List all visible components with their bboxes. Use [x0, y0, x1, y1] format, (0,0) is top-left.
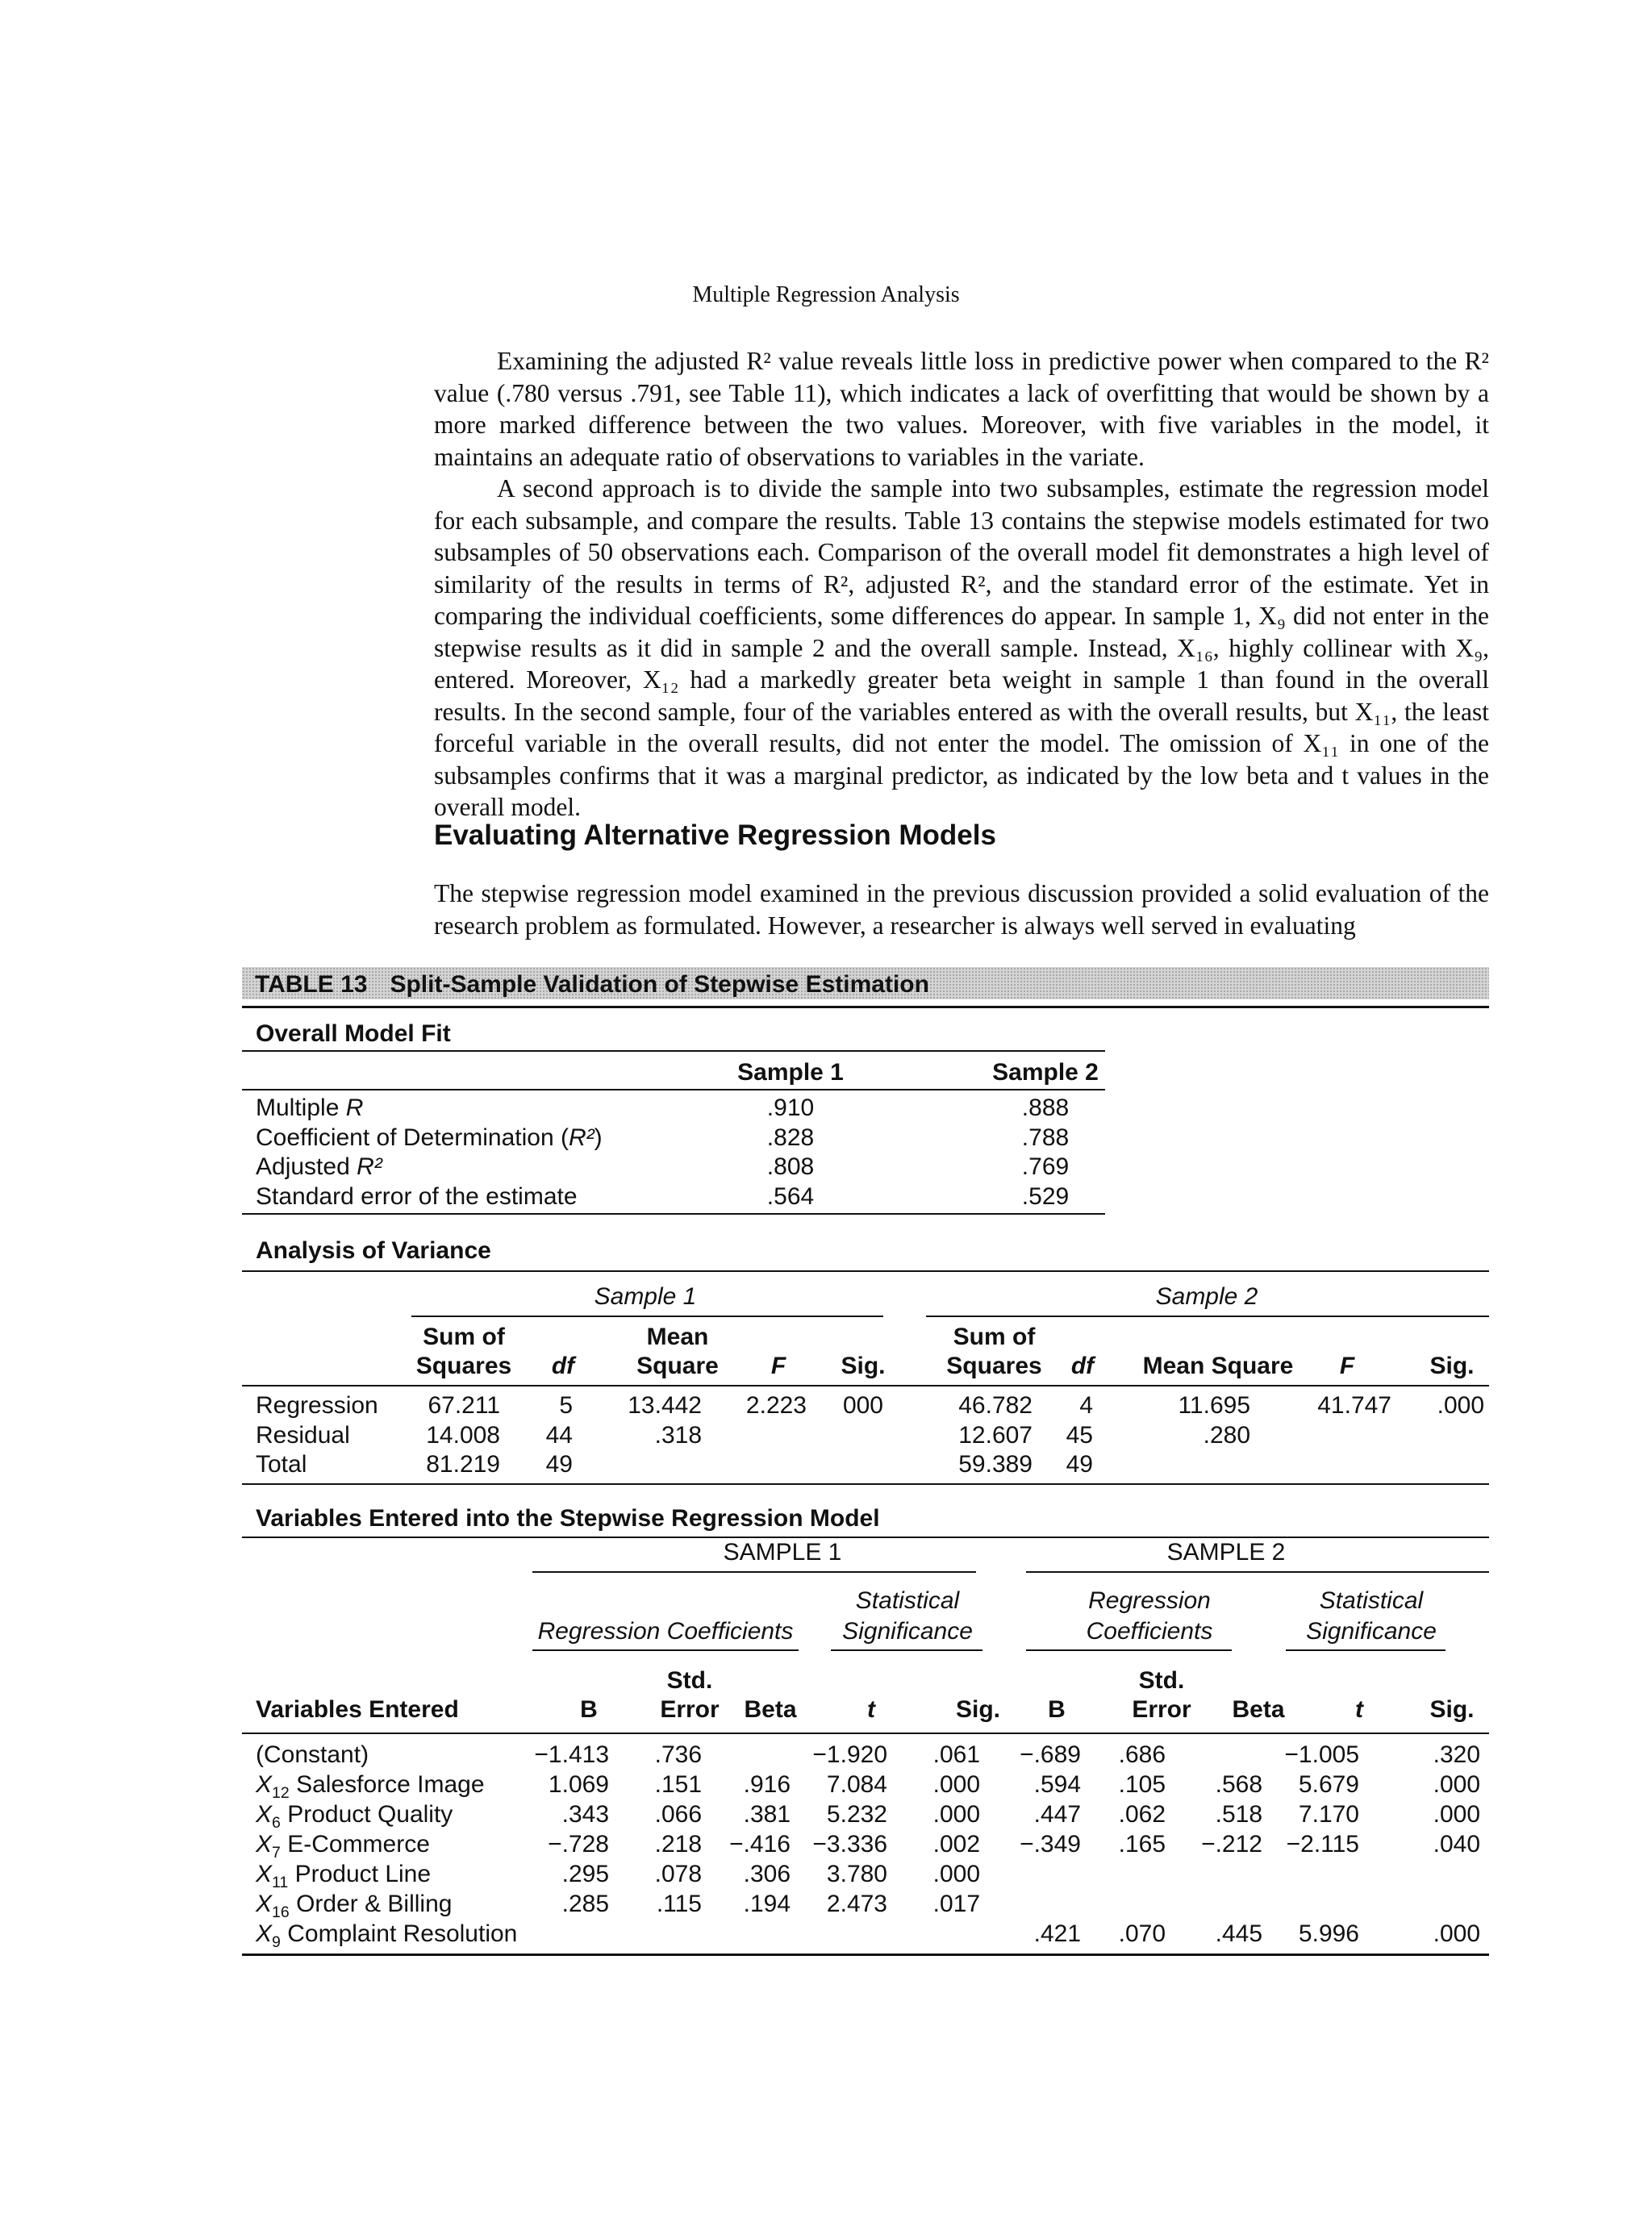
fit-value-sample2: .888	[1021, 1095, 1070, 1121]
vars-reg-coef-1: Regression Coefficients	[537, 1618, 794, 1645]
anova-f2: 41.747	[1317, 1392, 1391, 1419]
vars-t2: −1.005	[1284, 1741, 1359, 1768]
vars-b2: .421	[1033, 1920, 1081, 1947]
anova-ss1: 14.008	[426, 1422, 500, 1449]
fit-value-sample2: .769	[1021, 1153, 1070, 1180]
vars-stat-top-1: Statistical	[855, 1587, 960, 1614]
vars-beta1: .306	[743, 1861, 791, 1887]
anova-h-sig-1: Sig.	[841, 1353, 886, 1379]
fit-col-sample1: Sample 1	[737, 1059, 844, 1086]
vars-sig1: .061	[932, 1741, 980, 1768]
vars-row-label: $X_7$ E-Commerce	[256, 1831, 430, 1862]
vars-t2: 5.996	[1298, 1920, 1359, 1947]
vars-col-label: Variables Entered	[256, 1696, 459, 1723]
anova-rule-mid	[242, 1385, 1489, 1386]
body-text-continued	[434, 878, 1489, 941]
vars-rule-reg2	[1026, 1649, 1232, 1651]
vars-se1: .218	[654, 1831, 702, 1858]
vars-rule-top	[242, 1537, 1489, 1538]
vars-h-t-1: t	[867, 1696, 875, 1723]
vars-se2: .165	[1118, 1831, 1166, 1858]
vars-beta2: .445	[1215, 1920, 1262, 1947]
fit-row-label: Multiple R	[256, 1095, 364, 1121]
vars-beta2: .568	[1215, 1771, 1262, 1798]
anova-h-ms-2: Mean Square	[1142, 1353, 1294, 1379]
anova-df1: 49	[545, 1451, 573, 1478]
vars-se2: .686	[1118, 1741, 1166, 1768]
vars-beta1: −.416	[729, 1831, 791, 1858]
fit-heading: Overall Model Fit	[256, 1020, 451, 1047]
vars-row-label: $X_{12}$ Salesforce Image	[256, 1771, 485, 1802]
vars-se1: .736	[654, 1741, 702, 1768]
vars-reg-top-2: Regression	[1088, 1587, 1211, 1614]
anova-sample1-rule	[411, 1316, 883, 1317]
vars-b2: .447	[1033, 1801, 1081, 1828]
vars-h-std-top-1: Std.	[666, 1667, 713, 1694]
vars-sig1: .002	[932, 1831, 980, 1858]
vars-beta1: .194	[743, 1891, 791, 1917]
fit-row-label: Standard error of the estimate	[256, 1183, 578, 1210]
table-title-bar	[242, 967, 1489, 999]
anova-f1: 2.223	[745, 1392, 807, 1419]
vars-sample2-rule	[1026, 1571, 1489, 1573]
vars-sig2: .320	[1433, 1741, 1480, 1768]
vars-se1: .078	[654, 1861, 702, 1887]
anova-h-ss-bot-1: Squares	[415, 1353, 512, 1379]
vars-row-label: $X_{11}$ Product Line	[256, 1861, 432, 1891]
anova-df2: 4	[1079, 1392, 1093, 1419]
vars-sig1: .000	[932, 1861, 980, 1887]
vars-t1: −3.336	[812, 1831, 887, 1858]
vars-b1: −.728	[548, 1831, 609, 1858]
vars-t1: 3.780	[826, 1861, 887, 1887]
anova-df2: 49	[1066, 1451, 1093, 1478]
anova-row-label: Regression	[256, 1392, 378, 1419]
vars-rule-stat2	[1286, 1649, 1446, 1651]
anova-ss1: 81.219	[426, 1451, 500, 1478]
vars-h-std-bot-1: Error	[660, 1696, 720, 1723]
vars-rule-stat1	[831, 1649, 982, 1651]
fit-row-label: Adjusted R²	[256, 1153, 382, 1180]
fit-col-sample2: Sample 2	[992, 1059, 1099, 1086]
vars-se2: .070	[1118, 1920, 1166, 1947]
anova-sample1-label: Sample 1	[594, 1283, 697, 1310]
vars-h-b-2: B	[1048, 1696, 1066, 1723]
paragraph-2: A second approach is to divide the sample into two subsamples, estimate the regression model for each subsample, and compare the results. Table 13 contains the stepwise models estimated for two subsamples of 50 observations each. Comparison of the overall model fit demonstrates a high level of similarity of the results in terms of R², adjusted R², and the standard error of the estimate. Yet in comparing the individual coefficients, some differences do appear. In sample 1, X₉ did not enter in the stepwise results as it did in sample 2 and the overall sample. Instead, X₁₆, highly collinear with X₉, entered. Moreover, X₁₂ had a markedly greater beta weight in sample 1 than found in the overall results. In the second sample, four of the variables entered as with the overall results, but X₁₁, the least forceful variable in the overall results, did not enter the model. The omission of X₁₁ in one of the subsamples confirms that it was a marginal predictor, as indicated by the low beta and t values in the overall model.	[434, 474, 1489, 821]
section-heading: Evaluating Alternative Regression Models	[434, 819, 996, 851]
fit-value-sample1: .564	[766, 1183, 815, 1210]
vars-sample1-rule	[532, 1571, 976, 1573]
vars-row-label: $X_{16}$ Order & Billing	[256, 1891, 453, 1921]
vars-b2: −.349	[1020, 1831, 1081, 1858]
running-head: Multiple Regression Analysis	[692, 282, 960, 307]
anova-h-ms-bot-1: Square	[636, 1353, 719, 1379]
anova-ss2: 46.782	[958, 1392, 1032, 1419]
vars-rule-bottom	[242, 1954, 1489, 1956]
vars-b1: 1.069	[548, 1771, 609, 1798]
fit-row-label: Coefficient of Determination (R²)	[256, 1124, 603, 1151]
vars-coef-bot-2: Coefficients	[1086, 1618, 1213, 1645]
vars-t1: 2.473	[826, 1891, 887, 1917]
anova-sample2-rule	[926, 1316, 1489, 1317]
vars-sig1: .000	[932, 1801, 980, 1828]
anova-ss2: 12.607	[958, 1422, 1032, 1449]
vars-h-sig-2: Sig.	[1429, 1696, 1475, 1723]
vars-beta1: .381	[743, 1801, 791, 1828]
vars-t2: −2.115	[1286, 1831, 1359, 1858]
vars-se2: .062	[1118, 1801, 1166, 1828]
anova-row-label: Total	[256, 1451, 307, 1478]
vars-t2: 7.170	[1298, 1801, 1359, 1828]
vars-sig2: .000	[1433, 1771, 1480, 1798]
vars-se1: .115	[656, 1891, 702, 1917]
vars-sig2: .000	[1433, 1920, 1480, 1947]
anova-df1: 44	[545, 1422, 573, 1449]
anova-df2: 45	[1066, 1422, 1093, 1449]
vars-h-beta-2: Beta	[1232, 1696, 1285, 1723]
vars-sig-bot-2: Significance	[1306, 1618, 1437, 1645]
vars-sample2-label: SAMPLE 2	[1166, 1539, 1286, 1566]
fit-rule-top	[242, 1050, 1105, 1052]
anova-h-f-2: F	[1339, 1353, 1355, 1379]
vars-h-sig-1: Sig.	[955, 1696, 1000, 1723]
vars-beta2: −.212	[1201, 1831, 1262, 1858]
fit-value-sample1: .808	[766, 1153, 815, 1180]
vars-heading: Variables Entered into the Stepwise Regression Model	[256, 1505, 880, 1532]
paragraph-3: The stepwise regression model examined in the previous discussion provided a solid evaluation of the research problem as formulated. However, a researcher is always well served in evaluating	[434, 879, 1489, 940]
fit-rule-mid	[242, 1089, 1105, 1090]
vars-beta2: .518	[1215, 1801, 1262, 1828]
anova-sig2: .000	[1437, 1392, 1484, 1419]
anova-ss2: 59.389	[958, 1451, 1032, 1478]
vars-t2: 5.679	[1298, 1771, 1359, 1798]
vars-sig2: .000	[1433, 1801, 1480, 1828]
anova-rule-top	[242, 1270, 1489, 1272]
vars-rule-reg1	[532, 1649, 799, 1651]
anova-ms1: 13.442	[628, 1392, 702, 1419]
fit-value-sample2: .788	[1021, 1124, 1070, 1151]
vars-row-label: (Constant)	[256, 1741, 369, 1768]
vars-b1: .343	[561, 1801, 609, 1828]
vars-beta1: .916	[743, 1771, 791, 1798]
vars-se2: .105	[1118, 1771, 1166, 1798]
vars-row-label: $X_6$ Product Quality	[256, 1801, 453, 1832]
vars-sig2: .040	[1433, 1831, 1480, 1858]
vars-se1: .066	[654, 1801, 702, 1828]
anova-ms2: .280	[1203, 1422, 1250, 1449]
anova-h-f-1: F	[770, 1353, 786, 1379]
vars-t1: −1.920	[812, 1741, 887, 1768]
vars-t1: 5.232	[826, 1801, 887, 1828]
fit-rule-bottom	[242, 1213, 1105, 1215]
anova-h-df-2: df	[1070, 1353, 1095, 1379]
anova-ms1: .318	[654, 1422, 702, 1449]
vars-b1: −1.413	[534, 1741, 609, 1768]
anova-h-ss-top-2: Sum of	[953, 1324, 1036, 1350]
table-number: TABLE 13	[255, 971, 368, 998]
anova-ss1: 67.211	[428, 1392, 500, 1419]
anova-rule-bottom	[242, 1483, 1489, 1485]
vars-se1: .151	[654, 1771, 702, 1798]
vars-h-b-1: B	[580, 1696, 598, 1723]
anova-heading: Analysis of Variance	[256, 1237, 491, 1264]
vars-h-std-bot-2: Error	[1132, 1696, 1191, 1723]
fit-value-sample2: .529	[1021, 1183, 1070, 1210]
vars-b1: .295	[561, 1861, 609, 1887]
vars-h-t-2: t	[1355, 1696, 1363, 1723]
vars-sig1: .017	[932, 1891, 980, 1917]
anova-sig1: 000	[842, 1392, 883, 1419]
vars-h-std-top-2: Std.	[1138, 1667, 1185, 1694]
paragraph-1: Examining the adjusted R² value reveals little loss in predictive power when compared to the R² value (.780 versus .791, see Table 11), which indicates a lack of overfitting that would be shown by a more marked difference between the two values. Moreover, with five variables in the model, it maintains an adequate ratio of observations to variables in the variate.	[434, 347, 1489, 471]
vars-row-label: $X_9$ Complaint Resolution	[256, 1920, 518, 1951]
vars-sample1-label: SAMPLE 1	[723, 1539, 842, 1566]
anova-row-label: Residual	[256, 1422, 350, 1449]
body-text	[434, 345, 1489, 824]
vars-rule-mid	[242, 1733, 1489, 1734]
table-title: Split-Sample Validation of Stepwise Estimation	[390, 971, 929, 998]
anova-sample2-label: Sample 2	[1155, 1283, 1258, 1310]
anova-h-ms-top-1: Mean	[646, 1324, 709, 1350]
anova-h-sig-2: Sig.	[1429, 1353, 1475, 1379]
vars-h-beta-1: Beta	[744, 1696, 797, 1723]
vars-sig-bot-1: Significance	[842, 1618, 973, 1645]
anova-h-ss-top-1: Sum of	[423, 1324, 505, 1350]
fit-value-sample1: .828	[766, 1124, 815, 1151]
vars-sig1: .000	[932, 1771, 980, 1798]
vars-b2: −.689	[1020, 1741, 1081, 1768]
vars-b1: .285	[561, 1891, 609, 1917]
fit-value-sample1: .910	[766, 1095, 815, 1121]
anova-h-ss-bot-2: Squares	[946, 1353, 1042, 1379]
vars-t1: 7.084	[826, 1771, 887, 1798]
anova-h-df-1: df	[551, 1353, 575, 1379]
anova-df1: 5	[559, 1392, 573, 1419]
table-top-rule	[242, 1006, 1489, 1008]
vars-b2: .594	[1033, 1771, 1081, 1798]
anova-ms2: 11.695	[1178, 1392, 1250, 1419]
vars-stat-top-2: Statistical	[1319, 1587, 1424, 1614]
